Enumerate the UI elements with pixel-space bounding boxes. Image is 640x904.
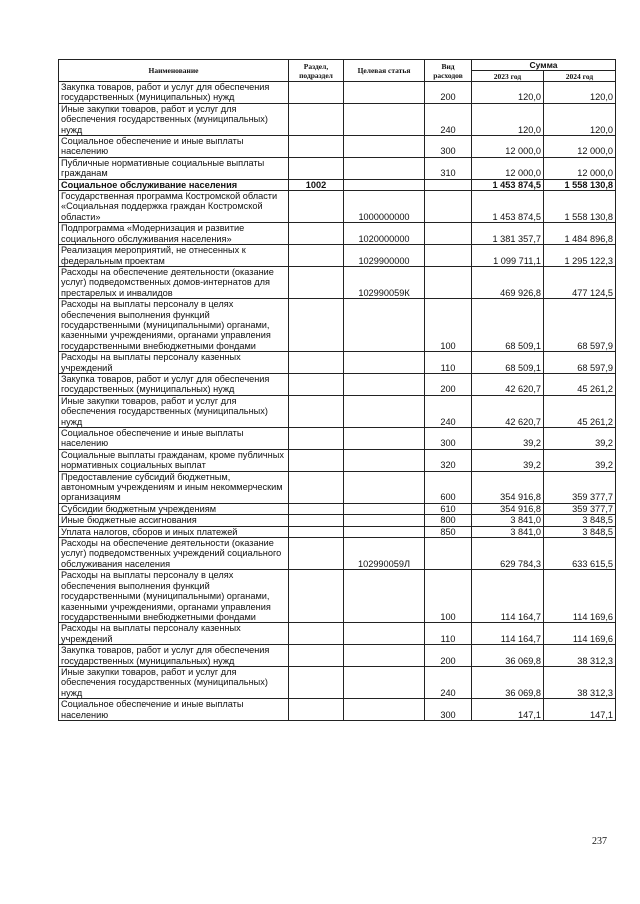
cell-target	[344, 503, 425, 514]
cell-sum-2023: 120,0	[472, 82, 544, 104]
cell-name: Закупка товаров, работ и услуг для обеспечения государственных (муниципальных) нужд	[59, 645, 289, 667]
cell-sum-2023: 629 784,3	[472, 538, 544, 570]
cell-type: 200	[425, 645, 472, 667]
cell-name: Иные закупки товаров, работ и услуг для обеспечения государственных (муниципальных) нужд	[59, 103, 289, 135]
cell-section	[289, 266, 344, 298]
cell-type: 300	[425, 136, 472, 158]
cell-type	[425, 179, 472, 190]
cell-sum-2024: 359 377,7	[544, 471, 616, 503]
cell-sum-2024: 68 597,9	[544, 352, 616, 374]
cell-section	[289, 503, 344, 514]
cell-sum-2023: 68 509,1	[472, 299, 544, 352]
cell-section	[289, 623, 344, 645]
table-row	[59, 449, 616, 471]
cell-sum-2024: 68 597,9	[544, 299, 616, 352]
cell-section	[289, 449, 344, 471]
table-row	[59, 373, 616, 395]
cell-type	[425, 245, 472, 267]
cell-sum-2023: 354 916,8	[472, 503, 544, 514]
cell-type: 800	[425, 515, 472, 526]
cell-type: 200	[425, 82, 472, 104]
table-row	[59, 223, 616, 245]
cell-name: Уплата налогов, сборов и иных платежей	[59, 526, 289, 537]
cell-target	[344, 82, 425, 104]
cell-type	[425, 266, 472, 298]
cell-type: 100	[425, 299, 472, 352]
table-row	[59, 157, 616, 179]
table-row	[59, 699, 616, 721]
cell-type: 610	[425, 503, 472, 514]
table-row	[59, 245, 616, 267]
cell-sum-2023: 354 916,8	[472, 471, 544, 503]
cell-target	[344, 136, 425, 158]
cell-name: Расходы на выплаты персоналу казенных учреждений	[59, 352, 289, 374]
cell-section	[289, 471, 344, 503]
table-row	[59, 428, 616, 450]
table-header	[59, 60, 616, 82]
cell-sum-2023: 1 453 874,5	[472, 179, 544, 190]
cell-target: 1000000000	[344, 191, 425, 223]
cell-type: 310	[425, 157, 472, 179]
cell-sum-2023: 3 841,0	[472, 515, 544, 526]
cell-name: Предоставление субсидий бюджетным, автономным учреждениям и иным некоммерческим организациям	[59, 471, 289, 503]
cell-sum-2024: 12 000,0	[544, 157, 616, 179]
cell-section	[289, 352, 344, 374]
cell-target	[344, 526, 425, 537]
cell-section	[289, 538, 344, 570]
table-row	[59, 136, 616, 158]
table-row	[59, 179, 616, 190]
cell-sum-2023: 42 620,7	[472, 373, 544, 395]
cell-type	[425, 191, 472, 223]
header-type: Вид расходов	[425, 60, 472, 82]
cell-target	[344, 471, 425, 503]
cell-sum-2023: 1 099 711,1	[472, 245, 544, 267]
cell-type: 240	[425, 395, 472, 427]
cell-section	[289, 666, 344, 698]
cell-sum-2024: 147,1	[544, 699, 616, 721]
cell-type: 110	[425, 623, 472, 645]
cell-sum-2024: 38 312,3	[544, 645, 616, 667]
cell-name: Расходы на выплаты персоналу в целях обеспечения выполнения функций государственными (муниципальными) органами, казенными учреждениями, органами управления государственными внебюджетными фондами	[59, 570, 289, 623]
cell-section	[289, 515, 344, 526]
cell-type: 300	[425, 699, 472, 721]
cell-section	[289, 82, 344, 104]
cell-section	[289, 136, 344, 158]
cell-target: 1029900000	[344, 245, 425, 267]
cell-sum-2024: 39,2	[544, 428, 616, 450]
table-row	[59, 515, 616, 526]
cell-name: Социальное обеспечение и иные выплаты населению	[59, 136, 289, 158]
cell-sum-2024: 120,0	[544, 103, 616, 135]
header-section: Раздел, подраздел	[289, 60, 344, 82]
cell-name: Расходы на обеспечение деятельности (оказание услуг) подведомственных домов-интернатов для престарелых и инвалидов	[59, 266, 289, 298]
cell-target	[344, 645, 425, 667]
cell-sum-2024: 1 558 130,8	[544, 179, 616, 190]
table-row	[59, 471, 616, 503]
cell-target	[344, 699, 425, 721]
cell-sum-2023: 1 453 874,5	[472, 191, 544, 223]
cell-target	[344, 666, 425, 698]
cell-section	[289, 373, 344, 395]
cell-name: Иные закупки товаров, работ и услуг для обеспечения государственных (муниципальных) нужд	[59, 395, 289, 427]
cell-section	[289, 299, 344, 352]
cell-target	[344, 570, 425, 623]
cell-section	[289, 428, 344, 450]
table-row	[59, 666, 616, 698]
table-row	[59, 352, 616, 374]
cell-target: 1020000000	[344, 223, 425, 245]
budget-table	[58, 59, 616, 721]
table-row	[59, 503, 616, 514]
cell-sum-2023: 68 509,1	[472, 352, 544, 374]
cell-section	[289, 223, 344, 245]
cell-name: Расходы на выплаты персоналу казенных учреждений	[59, 623, 289, 645]
cell-name: Социальные выплаты гражданам, кроме публичных нормативных социальных выплат	[59, 449, 289, 471]
cell-sum-2024: 114 169,6	[544, 570, 616, 623]
cell-type: 320	[425, 449, 472, 471]
cell-section	[289, 570, 344, 623]
table-body	[59, 82, 616, 721]
cell-sum-2023: 1 381 357,7	[472, 223, 544, 245]
cell-target	[344, 395, 425, 427]
cell-sum-2024: 477 124,5	[544, 266, 616, 298]
cell-name: Иные закупки товаров, работ и услуг для обеспечения государственных (муниципальных) нужд	[59, 666, 289, 698]
cell-sum-2024: 633 615,5	[544, 538, 616, 570]
cell-type: 200	[425, 373, 472, 395]
cell-target	[344, 449, 425, 471]
cell-name: Расходы на выплаты персоналу в целях обеспечения выполнения функций государственными (муниципальными) органами, казенными учреждениями, органами управления государственными внебюджетными фондами	[59, 299, 289, 352]
cell-name: Расходы на обеспечение деятельности (оказание услуг) подведомственных учреждений социального обслуживания населения	[59, 538, 289, 570]
cell-sum-2024: 3 848,5	[544, 526, 616, 537]
cell-sum-2024: 39,2	[544, 449, 616, 471]
cell-name: Иные бюджетные ассигнования	[59, 515, 289, 526]
cell-target	[344, 299, 425, 352]
cell-section	[289, 103, 344, 135]
header-year-2023: 2023 год	[472, 71, 544, 82]
cell-target	[344, 103, 425, 135]
table-row	[59, 191, 616, 223]
cell-sum-2023: 36 069,8	[472, 645, 544, 667]
cell-sum-2023: 12 000,0	[472, 136, 544, 158]
cell-name: Социальное обеспечение и иные выплаты населению	[59, 428, 289, 450]
cell-sum-2024: 45 261,2	[544, 373, 616, 395]
cell-target: 102990059Л	[344, 538, 425, 570]
cell-section	[289, 526, 344, 537]
cell-sum-2023: 36 069,8	[472, 666, 544, 698]
cell-section	[289, 245, 344, 267]
cell-name: Подпрограмма «Модернизация и развитие социального обслуживания населения»	[59, 223, 289, 245]
cell-section	[289, 699, 344, 721]
cell-target	[344, 373, 425, 395]
cell-sum-2023: 12 000,0	[472, 157, 544, 179]
cell-name: Субсидии бюджетным учреждениям	[59, 503, 289, 514]
table-row	[59, 623, 616, 645]
cell-sum-2024: 120,0	[544, 82, 616, 104]
cell-target	[344, 352, 425, 374]
cell-target	[344, 157, 425, 179]
cell-section	[289, 645, 344, 667]
cell-name: Социальное обеспечение и иные выплаты населению	[59, 699, 289, 721]
cell-sum-2023: 39,2	[472, 428, 544, 450]
cell-section	[289, 157, 344, 179]
table-row	[59, 395, 616, 427]
cell-sum-2023: 147,1	[472, 699, 544, 721]
cell-section	[289, 395, 344, 427]
cell-type: 110	[425, 352, 472, 374]
cell-type: 600	[425, 471, 472, 503]
cell-name: Реализация мероприятий, не отнесенных к федеральным проектам	[59, 245, 289, 267]
cell-sum-2024: 3 848,5	[544, 515, 616, 526]
cell-sum-2023: 42 620,7	[472, 395, 544, 427]
header-name: Наименование	[59, 60, 289, 82]
cell-sum-2024: 12 000,0	[544, 136, 616, 158]
header-year-2024: 2024 год	[544, 71, 616, 82]
cell-sum-2024: 45 261,2	[544, 395, 616, 427]
cell-name: Закупка товаров, работ и услуг для обеспечения государственных (муниципальных) нужд	[59, 373, 289, 395]
cell-section: 1002	[289, 179, 344, 190]
cell-name: Государственная программа Костромской области «Социальная поддержка граждан Костромской области»	[59, 191, 289, 223]
cell-target: 102990059К	[344, 266, 425, 298]
cell-target	[344, 623, 425, 645]
table-row	[59, 570, 616, 623]
cell-name: Публичные нормативные социальные выплаты гражданам	[59, 157, 289, 179]
cell-type: 100	[425, 570, 472, 623]
table-row	[59, 645, 616, 667]
cell-sum-2024: 359 377,7	[544, 503, 616, 514]
table-row	[59, 82, 616, 104]
cell-type	[425, 538, 472, 570]
cell-sum-2024: 1 295 122,3	[544, 245, 616, 267]
cell-sum-2024: 1 558 130,8	[544, 191, 616, 223]
cell-type: 850	[425, 526, 472, 537]
cell-sum-2023: 469 926,8	[472, 266, 544, 298]
cell-target	[344, 428, 425, 450]
cell-sum-2024: 38 312,3	[544, 666, 616, 698]
cell-type	[425, 223, 472, 245]
table-row	[59, 299, 616, 352]
table-row	[59, 266, 616, 298]
cell-name: Закупка товаров, работ и услуг для обеспечения государственных (муниципальных) нужд	[59, 82, 289, 104]
cell-sum-2024: 114 169,6	[544, 623, 616, 645]
cell-target	[344, 515, 425, 526]
page-number: 237	[592, 836, 607, 847]
header-target: Целевая статья	[344, 60, 425, 82]
cell-sum-2023: 3 841,0	[472, 526, 544, 537]
cell-sum-2023: 114 164,7	[472, 623, 544, 645]
cell-target	[344, 179, 425, 190]
cell-type: 240	[425, 103, 472, 135]
cell-type: 240	[425, 666, 472, 698]
cell-type: 300	[425, 428, 472, 450]
cell-sum-2023: 120,0	[472, 103, 544, 135]
cell-sum-2023: 114 164,7	[472, 570, 544, 623]
table-row	[59, 538, 616, 570]
cell-sum-2024: 1 484 896,8	[544, 223, 616, 245]
cell-sum-2023: 39,2	[472, 449, 544, 471]
cell-name: Социальное обслуживание населения	[59, 179, 289, 190]
table-row	[59, 526, 616, 537]
cell-section	[289, 191, 344, 223]
table-row	[59, 103, 616, 135]
header-sum: Сумма	[472, 60, 616, 71]
